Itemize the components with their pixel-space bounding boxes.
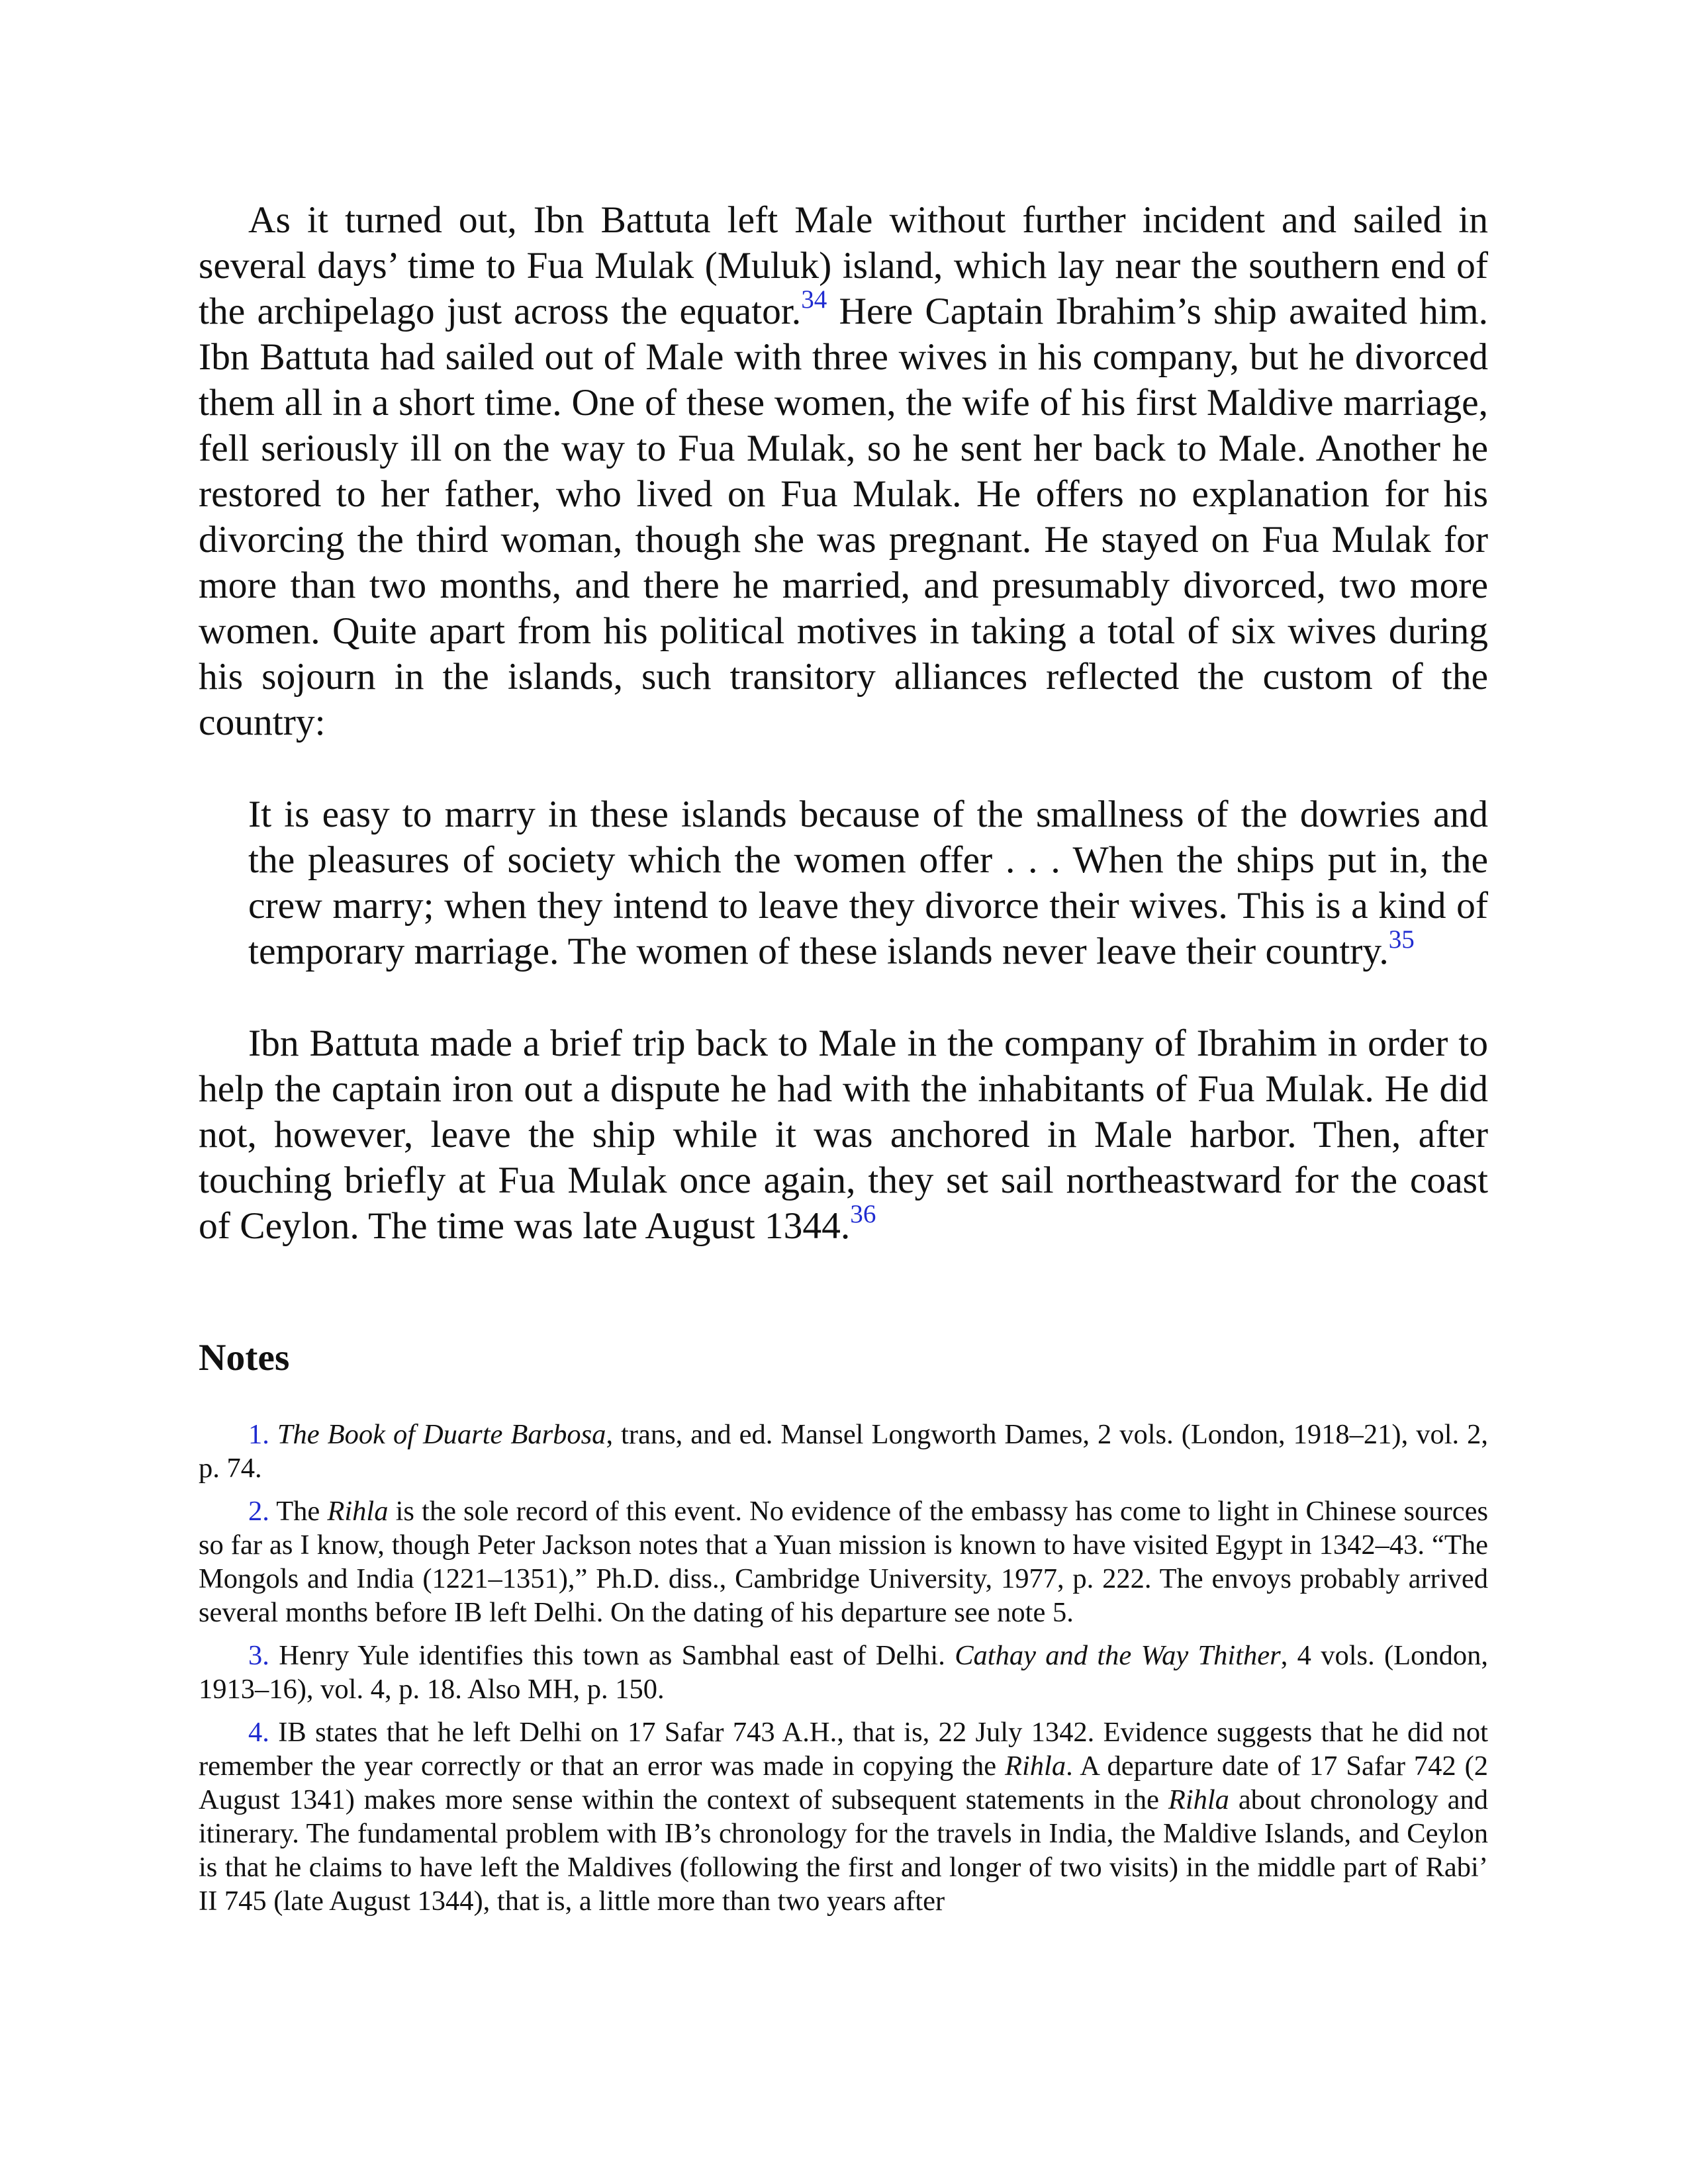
- note-italic-text: Cathay and the Way Thither: [955, 1640, 1281, 1671]
- note-text: Henry Yule identifies this town as Sambhal east of Delhi.: [269, 1640, 955, 1671]
- note-3: [199, 1639, 1488, 1706]
- notes-list: [199, 1418, 1488, 1918]
- note-1: [199, 1418, 1488, 1485]
- note-number-link[interactable]: 3.: [248, 1640, 269, 1671]
- footnote-ref-34[interactable]: 34: [801, 285, 827, 314]
- note-4: [199, 1715, 1488, 1918]
- note-text: , 4 vols. (London, 1913–16), vol. 4, p. 18. Also MH, p. 150.: [199, 1640, 1489, 1705]
- paragraph-text: Here Captain Ibrahim’s ship awaited him. Ibn Battuta had sailed out of Male with three wives in his company, but he divorced them all in a short time. One of these women, the wife of his first Maldive marriage, fell seriously ill on the way to Fua Mulak, so he sent her back to Male. Another he restored to her father, who lived on Fua Mulak. He offers no explanation for his divorcing the third woman, though she was pregnant. He stayed on Fua Mulak for more than two months, and there he married, and presumably divorced, two more women. Quite apart from his political motives in taking a total of six wives during his sojourn in the islands, such transitory alliances reflected the custom of the country:: [199, 291, 1488, 743]
- note-number-link[interactable]: 4.: [248, 1717, 269, 1748]
- note-text: , trans, and ed. Mansel Longworth Dames, 2 vols. (London, 1918–21), vol. 2, p. 74.: [199, 1419, 1489, 1484]
- quote-text: It is easy to marry in these islands because of the smallness of the dowries and the pleasures of society which the women offer . . . When the ships put in, the crew marry; when they intend to leave they divorce their wives. This is a kind of temporary marriage. The women of these islands never leave their country.: [248, 794, 1488, 972]
- note-text: is the sole record of this event. No evidence of the embassy has come to light in Chinese sources so far as I know, though Peter Jackson notes that a Yuan mission is known to have visited Egypt in 1342–43. “The Mongols and India (1221–1351),” Ph.D. diss., Cambridge University, 1977, p. 222. The envoys probably arrived several months before IB left Delhi. On the dating of his departure see note 5.: [199, 1496, 1488, 1628]
- note-text: The: [269, 1496, 328, 1527]
- block-quote: [248, 792, 1488, 974]
- note-italic-text: Rihla: [1168, 1784, 1229, 1815]
- footnote-ref-36[interactable]: 36: [850, 1199, 876, 1228]
- body-paragraph-2: [199, 1021, 1488, 1249]
- note-text: IB states that he left Delhi on 17 Safar 743 A.H., that is, 22 July 1342. Evidence suggests that he did not remember the year correctly or that an error was made in copying the: [199, 1717, 1488, 1782]
- body-paragraph-1: [199, 197, 1488, 745]
- note-italic-text: The Book of Duarte Barbosa: [277, 1419, 606, 1450]
- page-content: [199, 197, 1488, 1927]
- note-number-link[interactable]: 2.: [248, 1496, 269, 1527]
- paragraph-text: As it turned out, Ibn Battuta left Male without further incident and sailed in several days’ time to Fua Mulak (Muluk) island, which lay near the southern end of the archipelago just across the equator.: [199, 199, 1488, 332]
- note-italic-text: Rihla: [327, 1496, 389, 1527]
- note-text: about chronology and itinerary. The fundamental problem with IB’s chronology for the travels in India, the Maldive Islands, and Ceylon is that he claims to have left the Maldives (following the first and longer of two visits) in the middle part of Rabi’ II 745 (late August 1344), that is, a little more than two years after: [199, 1784, 1488, 1917]
- note-italic-text: Rihla: [1005, 1751, 1066, 1782]
- note-2: [199, 1494, 1488, 1629]
- notes-heading: Notes: [199, 1337, 290, 1379]
- note-text: . A departure date of 17 Safar 742 (2 August 1341) makes more sense within the context of subsequent statements in the: [199, 1751, 1488, 1815]
- note-number-link[interactable]: 1.: [248, 1419, 269, 1450]
- footnote-ref-35[interactable]: 35: [1388, 925, 1415, 954]
- paragraph-text: Ibn Battuta made a brief trip back to Male in the company of Ibrahim in order to help the captain iron out a dispute he had with the inhabitants of Fua Mulak. He did not, however, leave the ship while it was anchored in Male harbor. Then, after touching briefly at Fua Mulak once again, they set sail northeastward for the coast of Ceylon. The time was late August 1344.: [199, 1023, 1488, 1247]
